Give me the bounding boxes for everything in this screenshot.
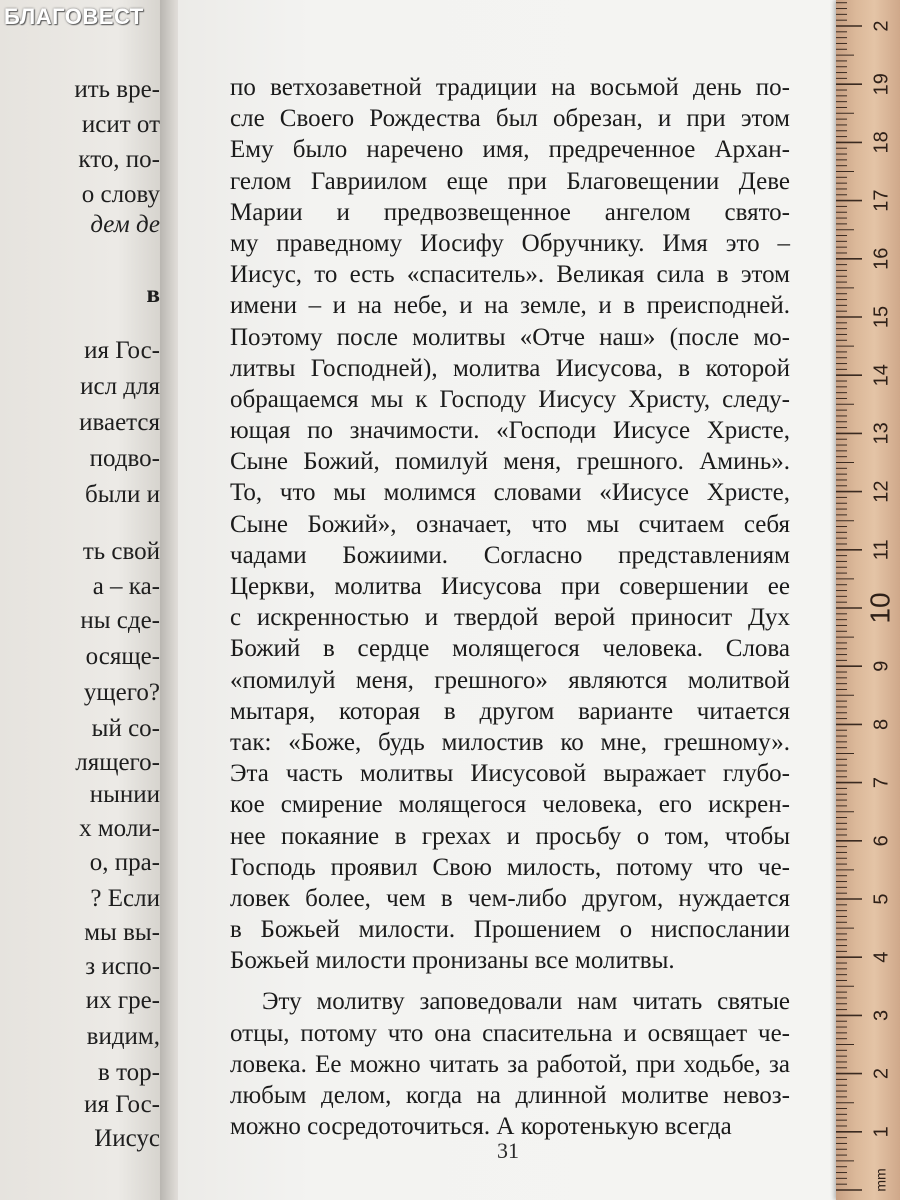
ruler-number: 6 (870, 835, 893, 847)
text-line: Божьей милости пронизаны все молитвы. (230, 947, 675, 975)
ruler-number: 3 (870, 1009, 893, 1021)
left-text-line: в (146, 281, 160, 308)
left-text-line: осяще- (85, 643, 160, 670)
ruler-number: 16 (870, 247, 893, 270)
text-line: так: «Боже, будь милостив ко мне, грешному». (230, 728, 790, 756)
left-text-line: ть свой (82, 538, 160, 565)
left-text-line: ый со- (91, 715, 160, 742)
left-text-line: были и (85, 481, 160, 508)
ruler-number: 4 (870, 951, 893, 963)
ruler-number: 12 (870, 480, 893, 503)
left-text-line: Иисус (94, 1125, 160, 1152)
left-text-line: о слову (81, 181, 160, 208)
left-text-line: о, пра- (89, 849, 160, 876)
left-text-line: ны сде- (80, 607, 160, 634)
text-line: гелом Гавриилом еще при Благовещении Деве (230, 167, 790, 195)
left-text-line: ? Если (90, 885, 160, 912)
left-text-line: мы вы- (84, 919, 160, 946)
text-line: ловек более, чем в чем-либо другом, нуждается (230, 884, 790, 912)
left-text-line: исл для (80, 373, 160, 400)
ruler-number: 2 (870, 1068, 893, 1080)
ruler-number: 8 (870, 718, 893, 730)
left-text-line: кто, по- (78, 146, 160, 173)
body-text (230, 72, 790, 1142)
left-text-line: дем де (90, 211, 160, 238)
left-text-line: нынии (89, 781, 160, 808)
left-text-line: видим, (86, 1023, 160, 1050)
left-text-line: ия Гос- (84, 337, 160, 364)
text-line: Иисус, то есть «спаситель». Великая сила в этом (230, 261, 790, 289)
left-text-line: а – ка- (92, 573, 160, 600)
left-text-line: з испо- (85, 953, 160, 980)
ruler-number: 19 (870, 73, 893, 96)
ruler (836, 0, 900, 1200)
left-text-line: лящего- (75, 749, 160, 776)
page-number: 31 (497, 1138, 519, 1163)
text-line: можно сосредоточиться. А коротенькую всегда (230, 1113, 732, 1141)
text-line: Сыне Божий, помилуй меня, грешного. Аминь». (230, 448, 790, 476)
ruler-number: 18 (870, 131, 893, 154)
text-line: Эта часть молитвы Иисусовой выражает глубо- (230, 760, 790, 788)
ruler-number: 9 (870, 660, 893, 672)
text-line: ловека. Ее можно читать за работой, при ходьбе, за (230, 1050, 790, 1078)
text-line: сле Своего Рождества был обрезан, и при этом (230, 105, 790, 133)
text-line: Поэтому после молитвы «Отче наш» (после мо- (230, 323, 790, 351)
text-line: по ветхозаветной традиции на восьмой день по- (230, 74, 790, 101)
text-line: имени – и на небе, и на земле, и в преисподней. (230, 292, 790, 320)
ruler-number: 1 (870, 1126, 893, 1138)
ruler-number: 10 (864, 592, 896, 624)
left-text-line: в тор- (98, 1059, 160, 1086)
left-text-line: ить вре- (74, 76, 160, 103)
brand-watermark: БЛАГОВЕСТ (4, 4, 144, 29)
text-line: То, что мы молимся словами «Иисусе Христе, (230, 479, 790, 507)
ruler-number: 11 (870, 539, 893, 561)
text-line: Эту молитву заповедовали нам читать святые (262, 988, 790, 1016)
left-page (0, 0, 168, 1200)
text-line: литвы Господней), молитва Иисусова, в которой (230, 354, 790, 382)
ruler-number: 15 (870, 305, 893, 329)
left-text-line: ивается (79, 409, 160, 436)
ruler-number: 13 (870, 422, 893, 445)
left-text-line: х моли- (79, 815, 160, 842)
text-line: с искренностью и твердой верой приносит Дух (230, 604, 790, 632)
left-text-line: их гре- (85, 987, 160, 1014)
left-text-line: ущего? (83, 679, 160, 706)
text-line: мытаря, которая в другом варианте читается (230, 697, 790, 725)
text-line: в Божьей милости. Прошением о ниспослании (230, 916, 790, 944)
ruler-number: 14 (870, 364, 893, 387)
ruler-number: 5 (870, 893, 893, 905)
text-line: обращаемся мы к Господу Иисусу Христу, следу- (230, 385, 790, 413)
left-text-line: подво- (89, 445, 160, 472)
ruler-scale (836, 0, 900, 1200)
left-text-line: ия Гос- (84, 1091, 160, 1118)
text-line: ющая по значимости. «Господи Иисусе Христе, (230, 417, 790, 445)
left-text-line: исит от (81, 111, 160, 138)
ruler-number: 2 (870, 20, 893, 32)
text-line: Ему было наречено имя, предреченное Архан- (230, 136, 790, 164)
text-line: му праведному Иосифу Обручнику. Имя это – (230, 229, 790, 257)
text-line: Господь проявил Свою милость, потому что че- (230, 853, 790, 881)
ruler-number: 17 (870, 189, 893, 212)
text-line: отцы, потому что она спасительна и освящает че- (230, 1019, 790, 1047)
text-line: Сыне Божий», означает, что мы считаем себя (230, 510, 790, 538)
text-line: «помилуй меня, грешного» являются молитвой (230, 666, 790, 694)
text-line: Церкви, молитва Иисусова при совершении ее (230, 573, 790, 600)
ruler-unit: mm (872, 1168, 889, 1192)
ruler-number: 7 (870, 777, 893, 789)
text-line: Божий в сердце молящегося человека. Слова (230, 635, 790, 663)
right-page (178, 0, 838, 1200)
text-line: Марии и предвозвещенное ангелом свято- (230, 198, 790, 226)
text-line: кое смирение молящегося человека, его искрен- (230, 791, 790, 819)
text-line: любым делом, когда на длинной молитве невоз- (230, 1082, 790, 1109)
text-line: нее покаяние в грехах и просьбу о том, чтобы (230, 822, 790, 850)
text-line: чадами Божиими. Согласно представлениям (230, 541, 790, 569)
